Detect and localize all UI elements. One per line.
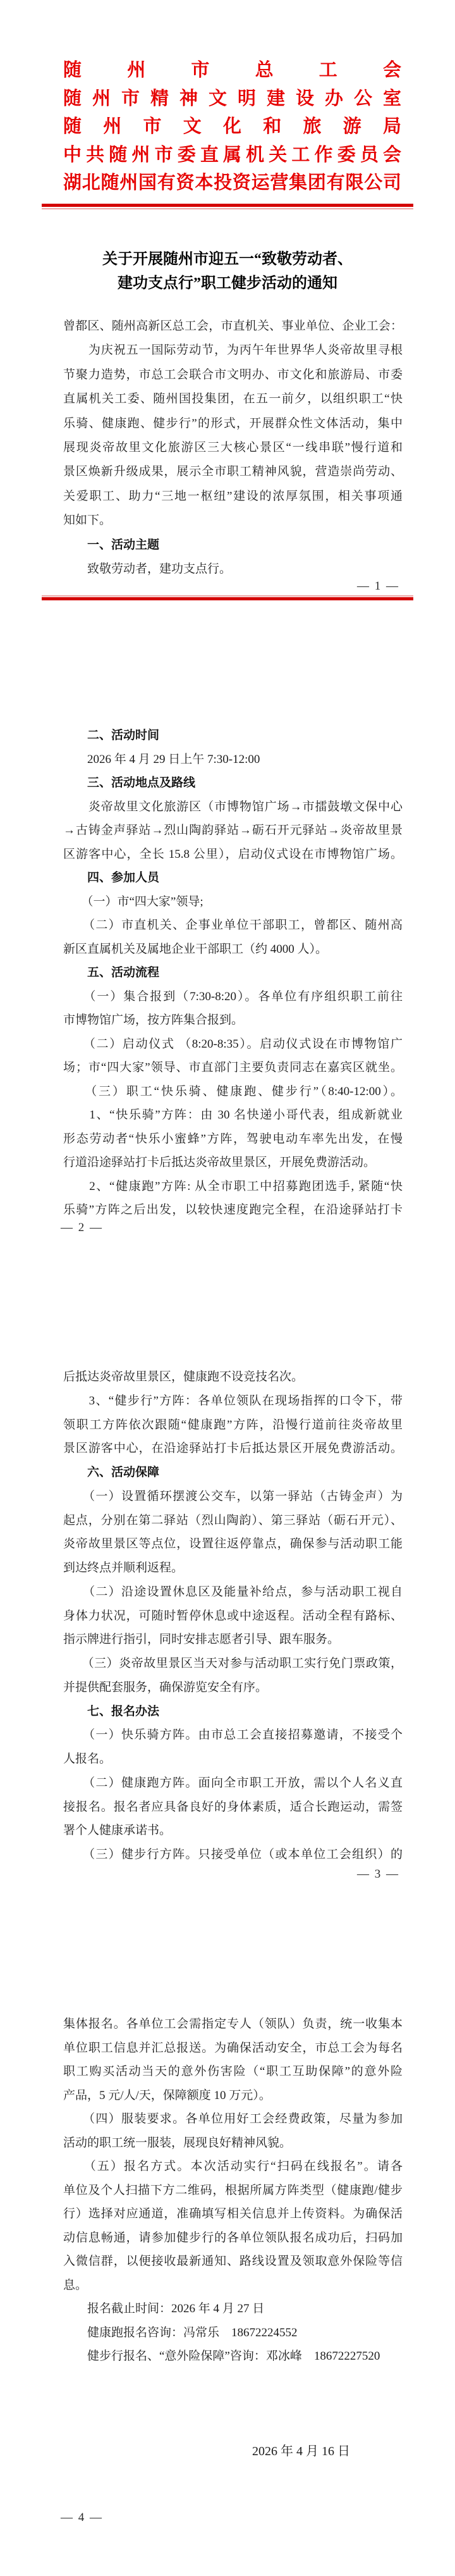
body-line: 入微信群，以便接收最新通知、路线设置及领取意外保险等信 xyxy=(63,2255,403,2268)
body-line: 乐骑、健康跑、健步行”的形式，开展群众性文体活动，集中 xyxy=(63,416,403,430)
body-line: 为庆祝五一国际劳动节，为丙午年世界华人炎帝故里寻根 xyxy=(63,344,403,357)
body-line: 一、活动主题 xyxy=(63,538,160,552)
body-line: 集体报名。各单位工会需指定专人（领队）负责，统一收集本 xyxy=(63,2017,403,2031)
body-line: 动信息畅通，请参加健步行的各单位领队报名成功后，扫码加 xyxy=(63,2231,403,2245)
page-1-number: — 1 — xyxy=(357,579,399,593)
footer-rule-thin-line xyxy=(42,595,413,597)
page-2-number: — 2 — xyxy=(61,1221,103,1234)
page-4-number: — 4 — xyxy=(61,2511,103,2524)
body-line: 到达终点并顺利返程。 xyxy=(63,1561,184,1575)
body-line: 行道沿途驿站打卡后抵达炎帝故里景区，开展免费游活动。 xyxy=(63,1156,376,1169)
body-line: （三）炎帝故里景区当天对参与活动职工实行免门票政策， xyxy=(63,1657,403,1670)
body-line: 息。 xyxy=(63,2278,88,2292)
letterhead-org-line: 随州市精神文明建设办公室 xyxy=(63,88,401,109)
body-line: 2026 年 4 月 29 日上午 7:30-12:00 xyxy=(63,752,260,766)
body-line: （二）沿途设置休息区及能量补给点，参与活动职工视自 xyxy=(63,1585,403,1599)
header-rule-thick-line xyxy=(42,204,413,207)
body-line: 节聚力造势，市总工会联合市文明办、市文化和旅游局、市委 xyxy=(63,368,403,381)
body-line: 职工购买活动当天的意外伤害险（“职工互助保障”的意外险 xyxy=(63,2065,403,2078)
body-line: 单位职工信息并汇总报送。为确保活动安全，市总工会为每名 xyxy=(63,2041,403,2055)
body-line: 致敬劳动者，建功支点行。 xyxy=(63,562,232,576)
body-line: 人报名。 xyxy=(63,1752,112,1766)
body-line: 展现炎帝故里文化旅游区三大核心景区“一线串联”慢行道和 xyxy=(63,440,403,454)
signature-date-line: 2026 年 4 月 16 日 xyxy=(252,2444,350,2458)
letterhead-org-line: 随州市总工会 xyxy=(63,60,401,80)
document-title xyxy=(0,247,455,295)
body-line: （一）快乐骑方阵。由市总工会直接招募邀请，不接受个 xyxy=(63,1728,403,1742)
body-line: 领职工方阵依次跟随“健康跑”方阵，沿慢行道前往炎帝故里 xyxy=(63,1418,403,1432)
body-line: 景区游客中心，在沿途驿站打卡后抵达景区开展免费游活动。 xyxy=(63,1442,403,1456)
body-line: （三）职工“快乐骑、健康跑、健步行”（8:40-12:00）。 xyxy=(63,1084,403,1098)
page-1-body xyxy=(63,314,403,581)
page-1-footer-rule xyxy=(42,595,413,600)
body-line: 形态劳动者“快乐小蜜蜂”方阵，驾驶电动车率先出发，在慢 xyxy=(63,1132,403,1146)
body-line: 场；市“四大家”领导、市直部门主要负责同志在嘉宾区就坐。 xyxy=(63,1061,403,1074)
body-line: 关爱职工、助力“三地一枢纽”建设的浓厚氛围，相关事项通 xyxy=(63,489,403,503)
body-line: 后抵达炎帝故里景区，健康跑不设竞技名次。 xyxy=(63,1370,304,1384)
body-line: 身体力状况，可随时暂停休息或中途返程。活动全程有路标、 xyxy=(63,1609,403,1623)
page-3-body xyxy=(63,1365,403,1867)
body-line: 报名截止时间：2026 年 4 月 27 日 xyxy=(63,2302,265,2315)
body-line: 新区直属机关及属地企业干部职工（约 4000 人）。 xyxy=(63,942,328,956)
body-line: （二）启动仪式 （8:20-8:35）。启动仪式设在市博物馆广 xyxy=(63,1037,403,1051)
body-line: 五、活动流程 xyxy=(63,966,160,979)
body-line: （二）市直机关、企事业单位干部职工，曾都区、随州高 xyxy=(63,919,403,932)
body-line: 1、“快乐骑”方阵：由 30 名快递小哥代表，组成新就业 xyxy=(63,1108,403,1122)
body-line: 市博物馆广场，按方阵集合报到。 xyxy=(63,1013,244,1027)
header-rule-thin-line xyxy=(42,208,413,209)
page-3-number: — 3 — xyxy=(357,1867,399,1881)
body-line: （二）健康跑方阵。面向全市职工开放，需以个人名义直 xyxy=(63,1776,403,1790)
body-line: 接报名。报名者应具备良好的身体素质，适合长跑运动，需签 xyxy=(63,1800,403,1814)
body-line: 署个人健康承诺书。 xyxy=(63,1824,172,1838)
body-line: 乐骑”方阵之后出发，以较快速度跑完全程，在沿途驿站打卡 xyxy=(63,1203,403,1217)
body-line: 区游客中心，全长 15.8 公里），启动仪式设在市博物馆广场。 xyxy=(63,847,403,861)
body-line: 四、参加人员 xyxy=(63,871,160,884)
body-line: 并提供配套服务，确保游览安全有序。 xyxy=(63,1680,268,1694)
body-line: 三、活动地点及路线 xyxy=(63,776,196,790)
body-line: 二、活动时间 xyxy=(63,729,160,742)
body-line: 炎帝故里景区等点位，设置往返停靠点，确保参与活动职工能 xyxy=(63,1537,403,1551)
letterhead-org-line: 湖北随州国有资本投资运营集团有限公司 xyxy=(63,173,401,193)
body-line: （一）市“四大家”领导; xyxy=(63,895,203,908)
body-line: 曾都区、随州高新区总工会，市直机关、事业单位、企业工会： xyxy=(63,319,403,333)
body-line: 产品，5 元/人/天，保障额度 10 万元）。 xyxy=(63,2088,271,2102)
body-line: →古铸金声驿站→烈山陶韵驿站→砺石开元驿站→炎帝故里景 xyxy=(63,824,403,837)
letterhead-org-line: 中共随州市委直属机关工作委员会 xyxy=(63,144,401,165)
body-line: 健康跑报名咨询：冯常乐 18672224552 xyxy=(63,2325,298,2339)
letterhead-org-list xyxy=(63,56,401,197)
body-line: （五）报名方式。本次活动实行“扫码在线报名”。请各 xyxy=(63,2160,403,2173)
body-line: （三）健步行方阵。只接受单位（或本单位工会组织）的 xyxy=(63,1848,403,1861)
document-title-line-2: 建功支点行”职工健步活动的通知 xyxy=(118,275,337,292)
page-4-body xyxy=(63,2012,403,2369)
body-line: 起点，分别在第二驿站（烈山陶韵）、第三驿站（砺石开元）、 xyxy=(63,1513,403,1527)
letterhead-org-line: 随州市文化和旅游局 xyxy=(63,116,401,137)
body-line: 健步行报名、“意外险保障”咨询：邓冰峰 18672227520 xyxy=(63,2350,380,2363)
header-separator-rule xyxy=(42,204,413,209)
body-line: 景区焕新升级成果，展示全市职工精神风貌，营造崇尚劳动、 xyxy=(63,465,403,479)
body-line: 指示牌进行指引，同时安排志愿者引导、跟车服务。 xyxy=(63,1633,340,1647)
body-line: （一）集合报到（7:30-8:20）。各单位有序组织职工前往 xyxy=(63,989,403,1003)
body-line: 知如下。 xyxy=(63,514,112,528)
body-line: 七、报名办法 xyxy=(63,1704,160,1718)
body-line: 炎帝故里文化旅游区（市博物馆广场→市擂鼓墩文保中心 xyxy=(63,800,403,814)
footer-rule-thick-line xyxy=(42,597,413,600)
body-line: 六、活动保障 xyxy=(63,1466,160,1479)
body-line: 直属机关工委、随州国投集团，在五一前夕，以组织职工“快 xyxy=(63,392,403,406)
body-line: 行）选择对应通道，准确填写相关信息并上传资料。为确保活 xyxy=(63,2207,403,2220)
document-title-line-1: 关于开展随州市迎五一“致敬劳动者、 xyxy=(102,251,353,268)
page-2-body xyxy=(63,724,403,1222)
body-line: 3、“健步行”方阵：各单位领队在现场指挥的口令下，带 xyxy=(63,1394,403,1408)
body-line: （一）设置循环摆渡公交车，以第一驿站（古铸金声）为 xyxy=(63,1489,403,1503)
body-line: 2、“健康跑”方阵: 从全市职工中招募跑团选手, 紧随“快 xyxy=(63,1179,403,1193)
body-line: 活动的职工统一服装，展现良好精神风貌。 xyxy=(63,2136,292,2150)
body-line: （四）服装要求。各单位用好工会经费政策，尽量为参加 xyxy=(63,2112,403,2126)
body-line: 单位及个人扫描下方二维码，根据所属方阵类型（健康跑/健步 xyxy=(63,2183,403,2197)
